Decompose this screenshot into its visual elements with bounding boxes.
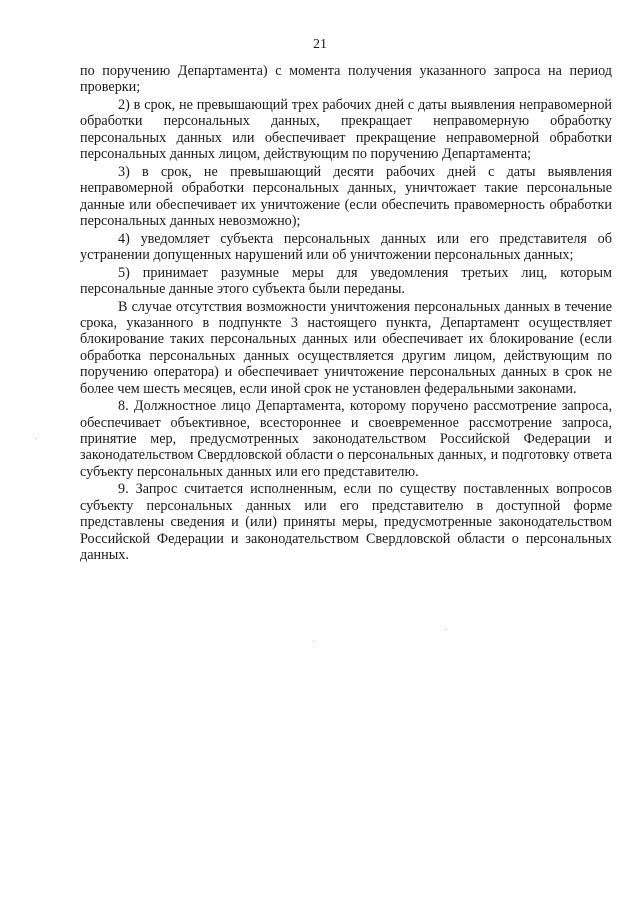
paragraph-item-4: 4) уведомляет субъекта персональных данных или его представителя об устранении допущенных нарушений или об уничтожении персональных данных; (80, 230, 612, 264)
paragraph-section-9: 9. Запрос считается исполненным, если по существу поставленных вопросов субъекту персональных данных или его представителю в доступной форме представлены сведения и (или) приняты меры, предусмотренные законодательством Российской Федерации и законодательством Свердловской области о персональных данных. (80, 481, 612, 564)
scan-speck (36, 438, 37, 439)
paragraph-item-3: 3) в срок, не превышающий десяти рабочих дней с даты выявления неправомерной обработки персональных данных, уничтожает такие персональные данные или обеспечивает их уничтожение (если обеспечить правомерность обработки персональных данных невозможно); (80, 163, 612, 230)
paragraph-section-8: 8. Должностное лицо Департамента, которому поручено рассмотрение запроса, обеспечивает объективное, всестороннее и своевременное рассмотрение запроса, принятие мер, предусмотренных законодательством Российской Федерации и законодательством Свердловской области о персональных данных, и подготовку ответа субъекту персональных данных или его представителю. (80, 398, 612, 480)
page-number: 21 (313, 37, 327, 52)
paragraph-item-2: 2) в срок, не превышающий трех рабочих дней с даты выявления неправомерной обработки персональных данных, прекращает неправомерную обработку персональных данных или обеспечивает прекращение неправомерной обработки персональных данных лицом, действующим по поручению Департамента; (80, 97, 612, 163)
scan-speck (313, 641, 314, 642)
document-body (80, 63, 612, 565)
paragraph-continuation: по поручению Департамента) с момента получения указанного запроса на период проверки; (80, 63, 612, 96)
scan-speck (445, 629, 446, 630)
paragraph-item-5: 5) принимает разумные меры для уведомления третьих лиц, которым персональные данные этого субъекта были переданы. (80, 264, 612, 298)
paragraph-blocking: В случае отсутствия возможности уничтожения персональных данных в течение срока, указанного в подпункте 3 настоящего пункта, Департамент осуществляет блокирование таких персональных данных или обеспечивает их блокирование (если обработка персональных данных осуществляется другим лицом, действующим по поручению оператора) и обеспечивает уничтожение персональных данных в срок не более чем шесть месяцев, если иной срок не установлен федеральными законами. (80, 298, 612, 397)
